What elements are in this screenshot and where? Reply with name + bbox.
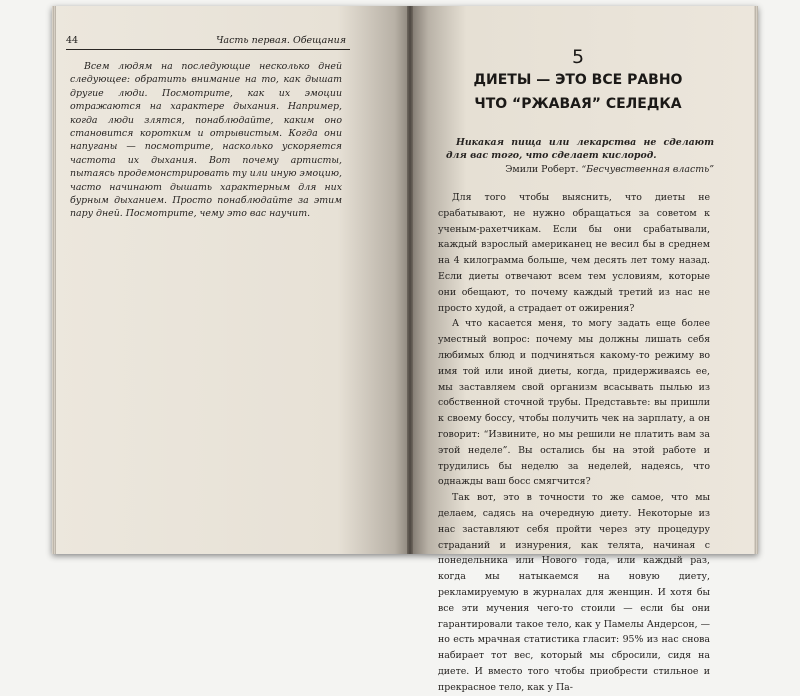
right-page-body bbox=[438, 190, 710, 696]
body-paragraph-3: Так вот, это в точности то же самое, что мы делаем, садясь на очередную диету. Некоторые из нас заставляют себя пройти через эту процедуру страданий и изнурения, как телята, начиная с понедельника или Нового года, или каждый раз, когда мы натыкаемся на новую диету, рекламируемую в журналах для женщин. И хотя бы все эти мучения чего-то стоили — если бы они гарантировали такое тело, как у Памелы Андерсон, — но есть мрачная статистика гласит: 95% из нас снова набирает тот вес, который мы сбросили, сидя на диете. И вместо того чтобы приобрести стильное и прекрасное тело, как у Па- bbox=[438, 492, 710, 693]
epigraph bbox=[446, 136, 714, 176]
chapter-number: 5 bbox=[571, 46, 585, 68]
epigraph-work: “Бесчувственная власть” bbox=[581, 163, 714, 175]
epigraph-author: Эмили Роберт. bbox=[505, 163, 579, 175]
page-edge-left bbox=[52, 6, 56, 554]
epigraph-quote: Никакая пища или лекарства не сделают для вас того, что сделает кислород. bbox=[446, 137, 714, 162]
chapter-title-line-2: ЧТО “РЖАВАЯ” СЕЛЕДКА bbox=[474, 96, 682, 112]
body-paragraph-2: А что касается меня, то могу задать еще более уместный вопрос: почему мы должны лишать себя любимых блюд и подчиняться какому-то режиму во имя той или иной диеты, когда, придерживаясь ее, мы заставляем свой организм всасывать пылью из собственной сточной трубы. Представьте: вы пришли к своему боссу, чтобы получить чек на зарплату, а он говорит: “Извините, но мы решили не платить вам за этой неделе”. Вы остались бы на этой работе и трудились бы неделю за неделей, надеясь, что однажды ваш босс смягчится? bbox=[438, 318, 710, 488]
running-header bbox=[66, 35, 350, 50]
page-number: 44 bbox=[66, 35, 79, 46]
chapter-title-line-1: ДИЕТЫ — ЭТО ВСЕ РАВНО bbox=[473, 72, 683, 88]
book-gutter bbox=[407, 6, 413, 554]
body-paragraph-1: Для того чтобы выяснить, что диеты не срабатывают, не нужно обращаться за советом к ученым-рахетчикам. Если бы они срабатывали, каждый взрослый американец не весил бы в среднем на 4 килограмма больше, чем десять лет тому назад. Если диеты отвечают всем тем условиям, которые они обещают, то почему каждый третий из нас не просто худой, а страдает от ожирения? bbox=[438, 192, 710, 314]
running-section-title: Часть первая. Обещания bbox=[216, 35, 346, 46]
left-page-text: Всем людям на последующие несколько дней следующее: обратить внимание на то, как дышат другие люди. Посмотрите, как их эмоции отражаются на характере дыхания. Например, когда люди злятся, понаблюдайте, каким оно становится коротким и отрывистым. Когда они напуганы — посмотрите, насколько ускоряется частота их дыхания. Вот почему артисты, пытаясь продемонстрировать ту или иную эмоцию, часто начинают дышать характерным для них бурным дыханием. Просто понаблюдайте за этим пару дней. Посмотрите, чему это вас научит. bbox=[70, 61, 343, 220]
page-edge-right bbox=[754, 6, 758, 554]
chapter-title bbox=[426, 68, 730, 116]
epigraph-attribution bbox=[446, 163, 714, 176]
